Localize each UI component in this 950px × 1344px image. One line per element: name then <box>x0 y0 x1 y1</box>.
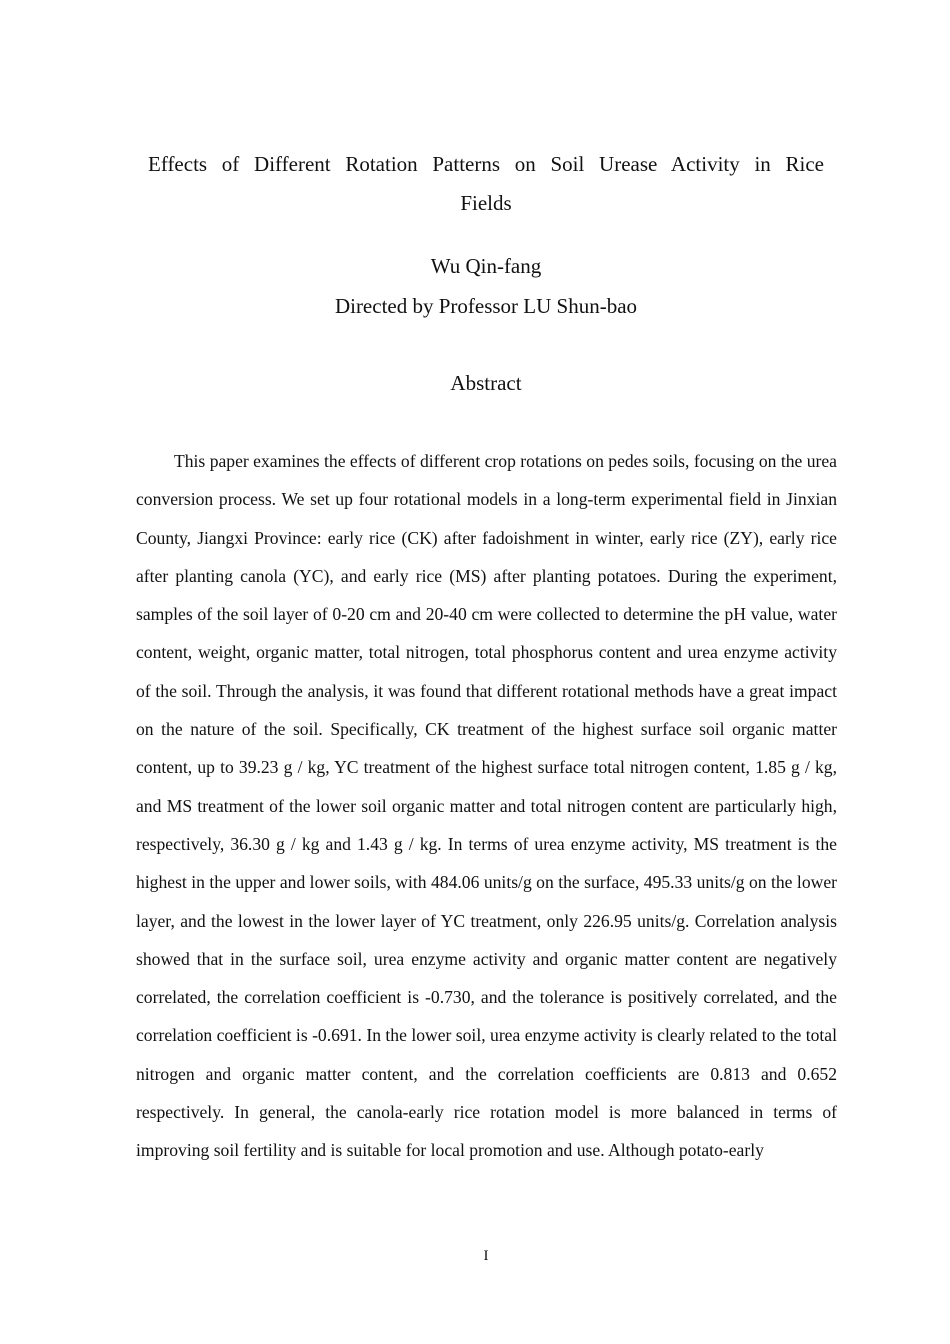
abstract-body: This paper examines the effects of different crop rotations on pedes soils, focusing on the urea conversion process. We set up four rotational models in a long-term experimental field in Jinxian County, Jiangxi Province: early rice (CK) after fadoishment in winter, early rice (ZY), early rice after planting canola (YC), and early rice (MS) after planting potatoes. During the experiment, samples of the soil layer of 0-20 cm and 20-40 cm were collected to determine the pH value, water content, weight, organic matter, total nitrogen, total phosphorus content and urea enzyme activity of the soil. Through the analysis, it was found that different rotational methods have a great impact on the nature of the soil. Specifically, CK treatment of the highest surface soil organic matter content, up to 39.23 g / kg, YC treatment of the highest surface total nitrogen content, 1.85 g / kg, and MS treatment of the lower soil organic matter and total nitrogen content are particularly high, respectively, 36.30 g / kg and 1.43 g / kg. In terms of urea enzyme activity, MS treatment is the highest in the upper and lower soils, with 484.06 units/g on the surface, 495.33 units/g on the lower layer, and the lowest in the lower layer of YC treatment, only 226.95 units/g. Correlation analysis showed that in the surface soil, urea enzyme activity and organic matter content are negatively correlated, the correlation coefficient is -0.730, and the tolerance is positively correlated, and the correlation coefficient is -0.691. In the lower soil, urea enzyme activity is clearly related to the total nitrogen and organic matter content, and the correlation coefficients are 0.813 and 0.652 respectively. In general, the canola-early rice rotation model is more balanced in terms of improving soil fertility and is suitable for local promotion and use. Although potato-early <box>136 451 837 1161</box>
abstract-heading: Abstract <box>450 371 522 395</box>
paper-title: Effects of Different Rotation Patterns on Soil Urease Activity in Rice Fields <box>148 152 824 215</box>
author-name: Wu Qin-fang <box>430 254 542 278</box>
page-number: I <box>483 1248 489 1264</box>
advisor-line: Directed by Professor LU Shun-bao <box>334 294 638 318</box>
